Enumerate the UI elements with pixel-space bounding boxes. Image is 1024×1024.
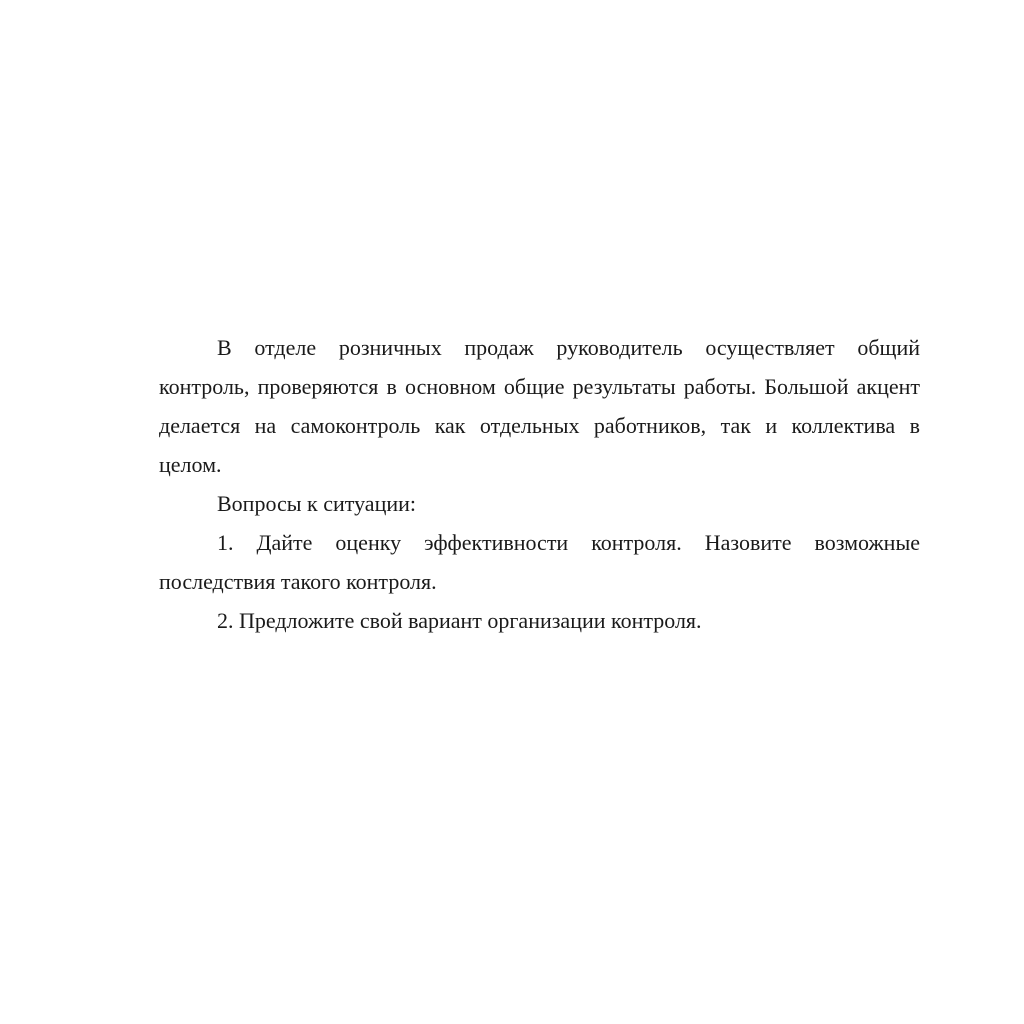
question-2-line-1: 2. Предложите свой вариант организации контроля.	[217, 608, 702, 633]
text-block	[159, 328, 920, 640]
paragraph-1-line-4: целом.	[159, 452, 222, 477]
paragraph-1-line-3: делается на самоконтроль как отдельных работников, так и коллектива в	[159, 413, 920, 438]
question-1-line-1: 1. Дайте оценку эффективности контроля. Назовите возможные	[217, 530, 920, 555]
paragraph-1-line-2: контроль, проверяются в основном общие результаты работы. Большой акцент	[159, 374, 920, 399]
questions-heading: Вопросы к ситуации:	[217, 491, 416, 516]
paragraph-1-line-1: В отделе розничных продаж руководитель осуществляет общий	[217, 335, 920, 360]
question-1-line-2: последствия такого контроля.	[159, 569, 437, 594]
